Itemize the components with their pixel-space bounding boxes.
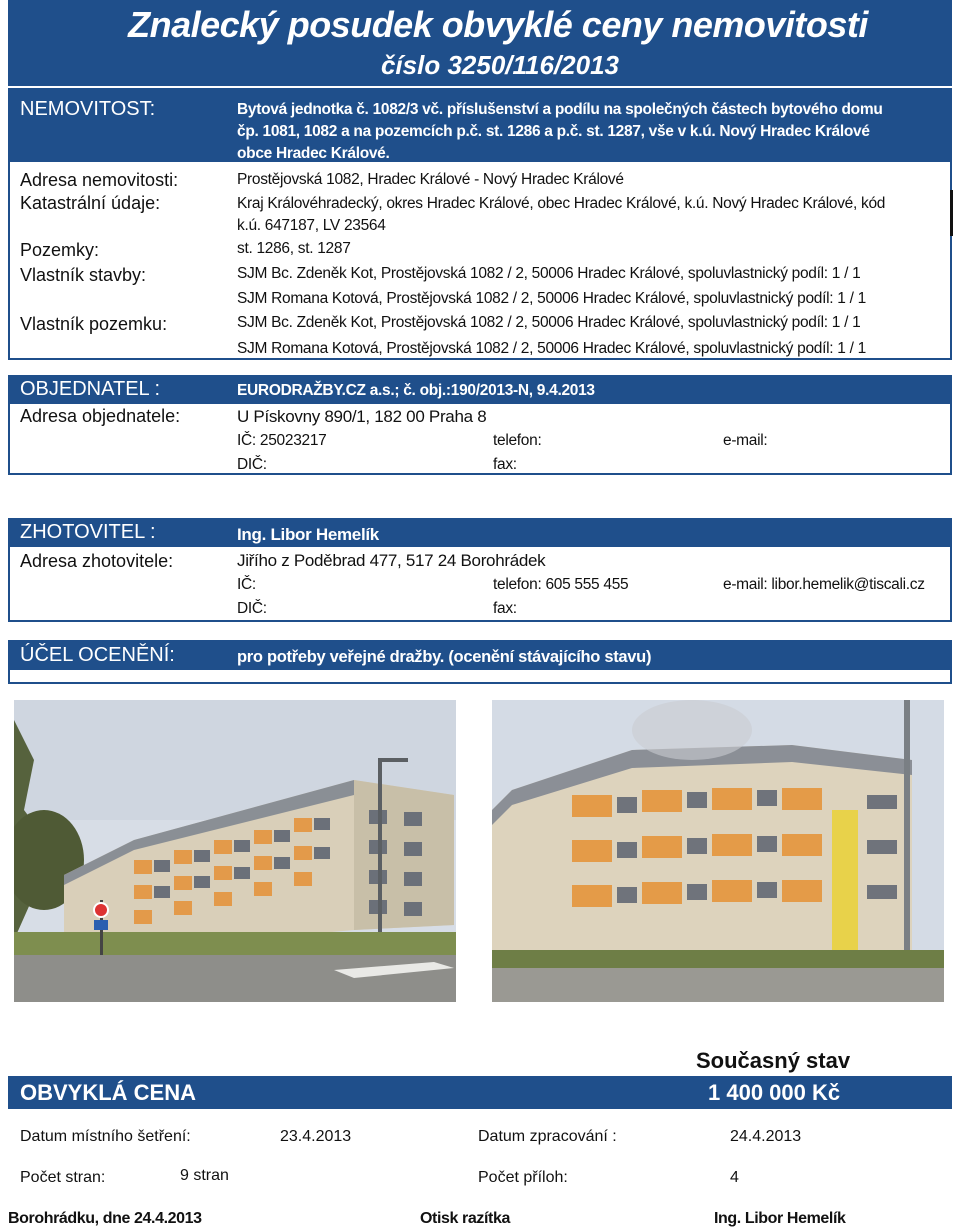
contractor-fax: fax: xyxy=(493,600,517,617)
document-number: číslo 3250/116/2013 xyxy=(380,50,620,80)
building-owner-2: SJM Romana Kotová, Prostějovská 1082 / 2, 50006 Hradec Králové, spoluvlastnický podíl: 1 / 1 xyxy=(237,290,866,307)
current-state-label: Současný stav xyxy=(696,1048,851,1073)
property-desc-line2: čp. 1081, 1082 a na pozemcích p.č. st. 1286 a p.č. st. 1287, vše v k.ú. Nový Hradec Králové xyxy=(237,123,870,140)
purpose-heading: ÚČEL OCENĚNÍ: xyxy=(20,644,175,666)
attachment-count-label: Počet příloh: xyxy=(478,1169,568,1186)
property-heading: NEMOVITOST: xyxy=(20,98,156,120)
stamp-label: Otisk razítka xyxy=(420,1210,510,1227)
attachment-count-value: 4 xyxy=(730,1169,739,1186)
client-email: e-mail: xyxy=(723,432,768,449)
price-heading: OBVYKLÁ CENA xyxy=(20,1080,197,1105)
contractor-address-label: Adresa zhotovitele: xyxy=(20,551,174,571)
land-owner-2: SJM Romana Kotová, Prostějovská 1082 / 2, 50006 Hradec Králové, spoluvlastnický podíl: 1 / 1 xyxy=(237,340,866,357)
cadastral-edge-mark xyxy=(950,190,953,236)
processing-date-value: 24.4.2013 xyxy=(730,1128,802,1145)
signature-name: Ing. Libor Hemelík xyxy=(714,1210,846,1227)
contractor-ic: IČ: xyxy=(237,576,256,593)
contractor-email: e-mail: libor.hemelik@tiscali.cz xyxy=(723,576,925,593)
contractor-dic: DIČ: xyxy=(237,600,267,617)
client-dic: DIČ: xyxy=(237,456,267,473)
inspection-date-value: 23.4.2013 xyxy=(280,1128,352,1145)
document-title: Znalecký posudek obvyklé ceny nemovitosti xyxy=(128,4,868,45)
client-address-value: U Pískovny 890/1, 182 00 Praha 8 xyxy=(237,407,487,426)
client-phone: telefon: xyxy=(493,432,542,449)
page-count-label: Počet stran: xyxy=(20,1169,106,1186)
cadastral-label: Katastrální údaje: xyxy=(20,193,161,213)
page-count-value: 9 stran xyxy=(180,1167,229,1184)
client-ic: IČ: 25023217 xyxy=(237,432,327,449)
building-photo-left xyxy=(14,700,456,1002)
property-address-value: Prostějovská 1082, Hradec Králové - Nový Hradec Králové xyxy=(237,171,624,188)
inspection-date-label: Datum místního šetření: xyxy=(20,1128,191,1145)
property-desc-line3: obce Hradec Králové. xyxy=(237,145,390,162)
client-name: EURODRAŽBY.CZ a.s.; č. obj.:190/2013-N, 9.4.2013 xyxy=(237,382,595,399)
contractor-name: Ing. Libor Hemelík xyxy=(237,525,379,544)
place-and-date: Borohrádku, dne 24.4.2013 xyxy=(8,1210,202,1227)
property-address-label: Adresa nemovitosti: xyxy=(20,170,179,190)
client-fax: fax: xyxy=(493,456,517,473)
client-address-label: Adresa objednatele: xyxy=(20,406,181,426)
land-value: st. 1286, st. 1287 xyxy=(237,240,351,257)
cadastral-line1: Kraj Královéhradecký, okres Hradec Králové, obec Hradec Králové, k.ú. Nový Hradec Králové, kód xyxy=(237,195,886,212)
property-desc-line1: Bytová jednotka č. 1082/3 vč. příslušenství a podílu na společných částech bytového domu xyxy=(237,101,883,118)
building-owner-1: SJM Bc. Zdeněk Kot, Prostějovská 1082 / 2, 50006 Hradec Králové, spoluvlastnický podíl: 1 / 1 xyxy=(237,265,861,282)
purpose-value: pro potřeby veřejné dražby. (ocenění stávajícího stavu) xyxy=(237,648,652,666)
processing-date-label: Datum zpracování : xyxy=(478,1128,617,1145)
cadastral-line2: k.ú. 647187, LV 23564 xyxy=(237,217,386,234)
building-photo-right xyxy=(492,700,944,1002)
land-label: Pozemky: xyxy=(20,240,100,260)
price-value: 1 400 000 Kč xyxy=(708,1080,841,1105)
land-owner-1: SJM Bc. Zdeněk Kot, Prostějovská 1082 / 2, 50006 Hradec Králové, spoluvlastnický podíl: 1 / 1 xyxy=(237,314,861,331)
contractor-address-value: Jiřího z Poděbrad 477, 517 24 Borohrádek xyxy=(237,551,546,570)
land-owner-label: Vlastník pozemku: xyxy=(20,314,168,334)
building-owner-label: Vlastník stavby: xyxy=(20,265,147,285)
contractor-heading: ZHOTOVITEL : xyxy=(20,521,156,543)
contractor-phone: telefon: 605 555 455 xyxy=(493,576,629,593)
client-heading: OBJEDNATEL : xyxy=(20,378,161,400)
